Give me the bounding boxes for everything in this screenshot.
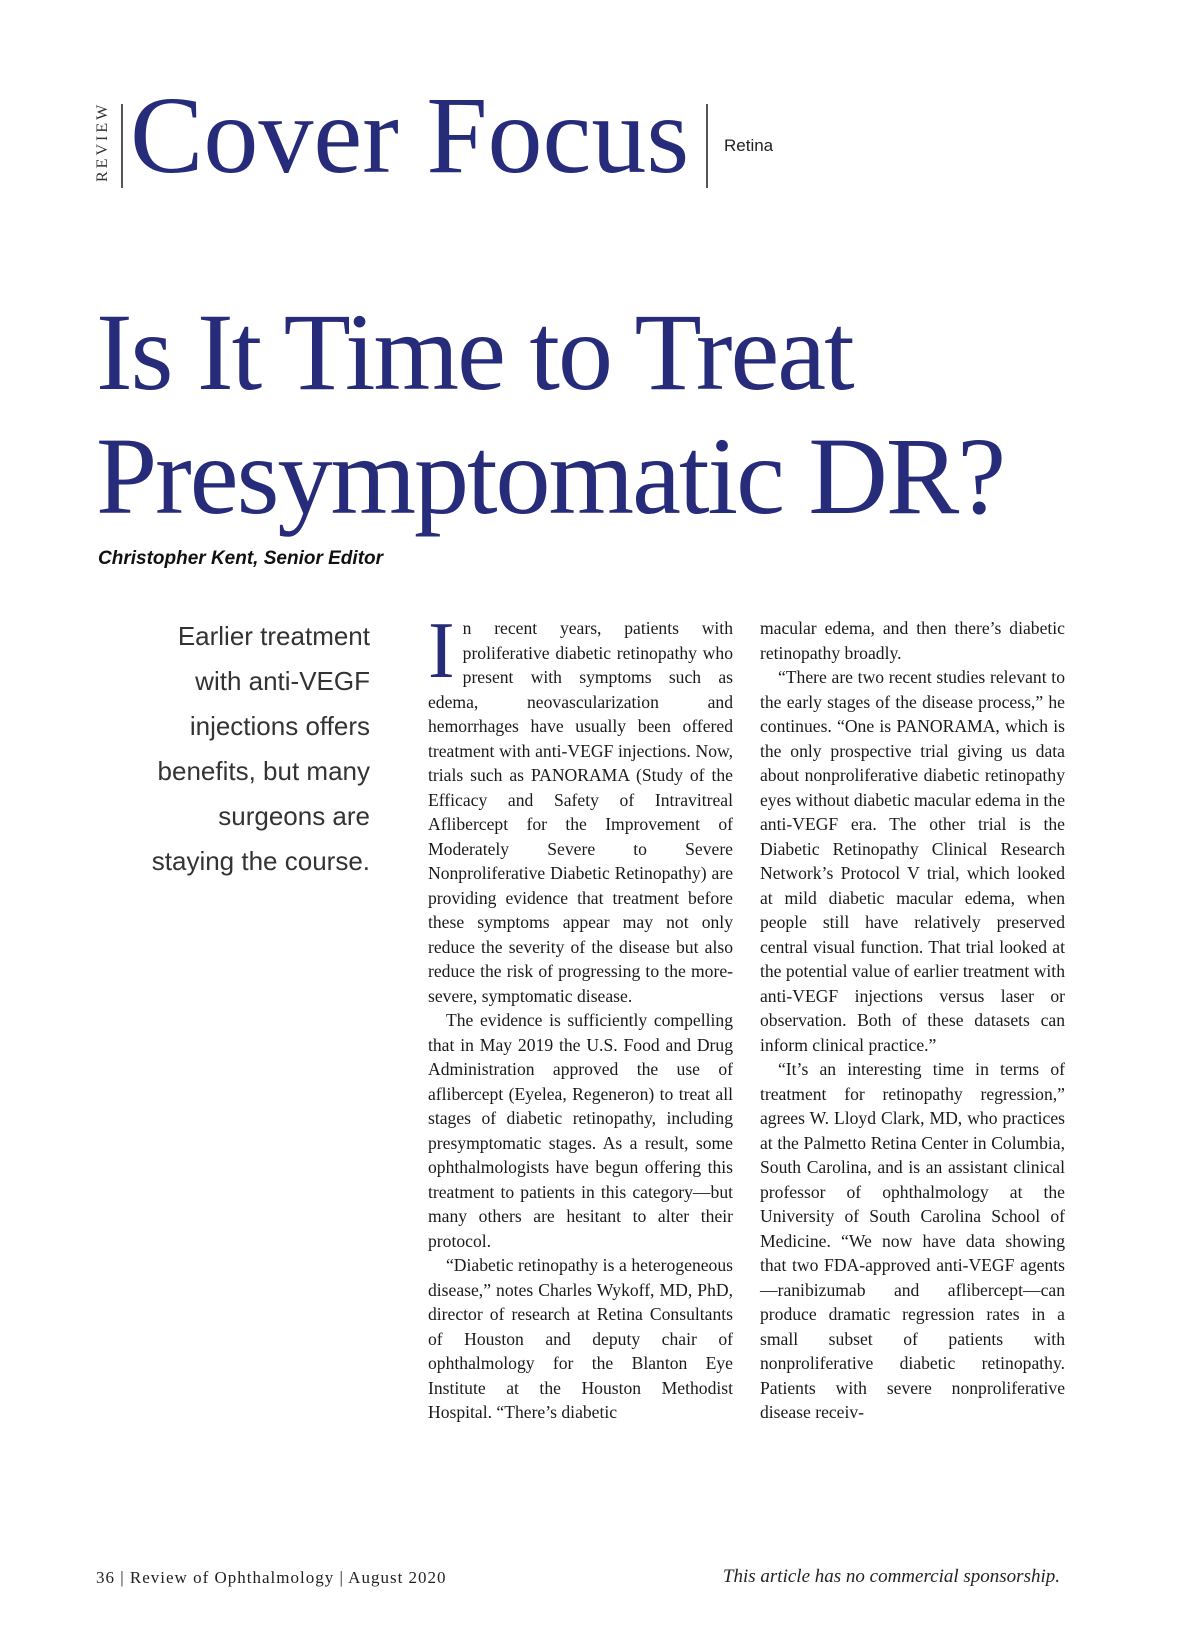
body-column-1 (428, 607, 733, 1425)
header-divider-right (706, 104, 708, 188)
article-headline (96, 290, 1004, 538)
paragraph (428, 607, 733, 1008)
paragraph-text: n recent years, patients with proliferative diabetic retinopathy who present with symptoms such as edema, neovascularization and hemorrhages have usually been offered treatment with anti-VEGF injections. Now, trials such as PANORAMA (Study of the Efficacy and Safety of Intravitreal Aflibercept for the Improvement of Moderately Severe to Severe Nonproliferative Diabetic Retinopathy) are providing evidence that treatment before these symptoms appear may not only reduce the severity of the disease but also reduce the risk of progressing to the more-severe, symptomatic disease. (428, 618, 733, 1006)
headline-line-1: Is It Time to Treat (96, 291, 853, 413)
headline-line-2: Presymptomatic DR? (96, 415, 1005, 537)
header-divider-left (121, 104, 123, 188)
byline: Christopher Kent, Senior Editor (98, 548, 384, 569)
review-label: REVIEW (94, 101, 111, 183)
subsection-label: Retina (724, 136, 774, 155)
body-column-2 (760, 616, 1065, 1425)
paragraph: “Diabetic retinopathy is a heterogeneous disease,” notes Charles Wykoff, MD, PhD, director of research at Retina Consultants of Houston and deputy chair of ophthalmology for the Blanton Eye Institute at the Houston Methodist Hospital. “There’s diabetic (428, 1255, 733, 1422)
sponsorship-note: This article has no commercial sponsorship. (722, 1566, 1060, 1587)
section-title: Cover Focus (130, 74, 690, 196)
paragraph: “It’s an interesting time in terms of treatment for retinopathy regression,” agrees W. Lloyd Clark, MD, who practices at the Palmetto Retina Center in Columbia, South Carolina, and is an assistant clinical professor of ophthalmology at the University of South Carolina School of Medicine. “We now have data showing that two FDA-approved anti-VEGF agents—ranibizumab and aflibercept—can produce dramatic regression rates in a small subset of patients with nonproliferative diabetic retinopathy. Patients with severe nonproliferative disease receiv- (760, 1059, 1065, 1422)
article-deck: Earlier treatment with anti-VEGF injections offers benefits, but many surgeons are staying the course. (151, 621, 370, 876)
paragraph: The evidence is sufficiently compelling that in May 2019 the U.S. Food and Drug Administration approved the use of aflibercept (Eyelea, Regeneron) to treat all stages of diabetic retinopathy, including presymptomatic stages. As a result, some ophthalmologists have begun offering this treatment to patients in this category—but many others are hesitant to alter their protocol. (428, 1010, 733, 1251)
drop-cap: I (428, 607, 455, 695)
paragraph: macular edema, and then there’s diabetic retinopathy broadly. (760, 618, 1065, 663)
paragraph: “There are two recent studies relevant to the early stages of the disease process,” he continues. “One is PANORAMA, which is the only prospective trial giving us data about nonproliferative diabetic retinopathy eyes without diabetic macular edema in the anti-VEGF era. The other trial is the Diabetic Retinopathy Clinical Research Network’s Protocol V trial, which looked at mild diabetic macular edema, when people still have relatively preserved central visual function. That trial looked at the potential value of earlier treatment with anti-VEGF injections versus laser or observation. Both of these datasets can inform clinical practice.” (760, 667, 1065, 1055)
page-footer-info: 36 | Review of Ophthalmology | August 2020 (96, 1568, 447, 1587)
